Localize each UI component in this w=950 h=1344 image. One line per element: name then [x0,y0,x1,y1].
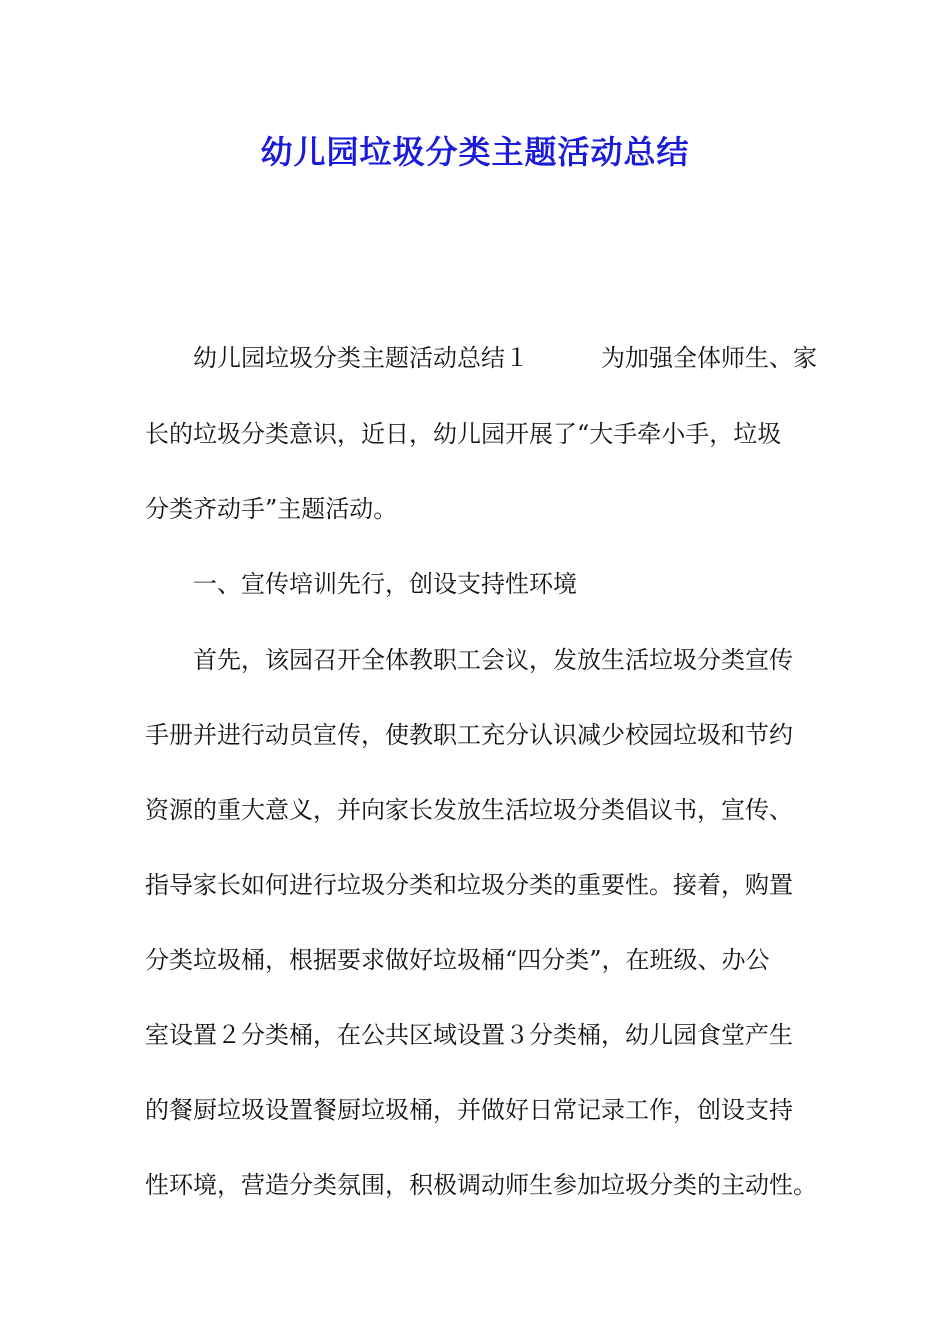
paragraph-2-line-3: 资源的重大意义，并向家长发放生活垃圾分类倡议书，宣传、 [145,796,793,824]
paragraph-1-line-3: 分类齐动手”主题活动。 [145,495,398,523]
paragraph-2-line-6: 室设置２分类桶，在公共区域设置３分类桶，幼儿园食堂产生 [145,1021,793,1049]
paragraph-2-line-1: 首先，该园召开全体教职工会议，发放生活垃圾分类宣传 [193,646,793,674]
paragraph-2-line-2: 手册并进行动员宣传，使教职工充分认识减少校园垃圾和节约 [145,721,793,749]
paragraph-1-line-2: 长的垃圾分类意识，近日，幼儿园开展了“大手牵小手，垃圾 [145,420,782,448]
document-title: 幼儿园垃圾分类主题活动总结 [260,133,690,171]
paragraph-1-line-1: 幼儿园垃圾分类主题活动总结１ 为加强全体师生、家 [193,344,817,372]
paragraph-2-line-8: 性环境，营造分类氛围，积极调动师生参加垃圾分类的主动性。 [145,1171,817,1199]
paragraph-2-line-7: 的餐厨垃圾设置餐厨垃圾桶，并做好日常记录工作，创设支持 [145,1096,793,1124]
paragraph-2-line-5: 分类垃圾桶，根据要求做好垃圾桶“四分类”，在班级、办公 [145,946,770,974]
section-heading-1: 一、宣传培训先行，创设支持性环境 [193,570,577,598]
paragraph-2-line-4: 指导家长如何进行垃圾分类和垃圾分类的重要性。接着，购置 [145,871,793,899]
